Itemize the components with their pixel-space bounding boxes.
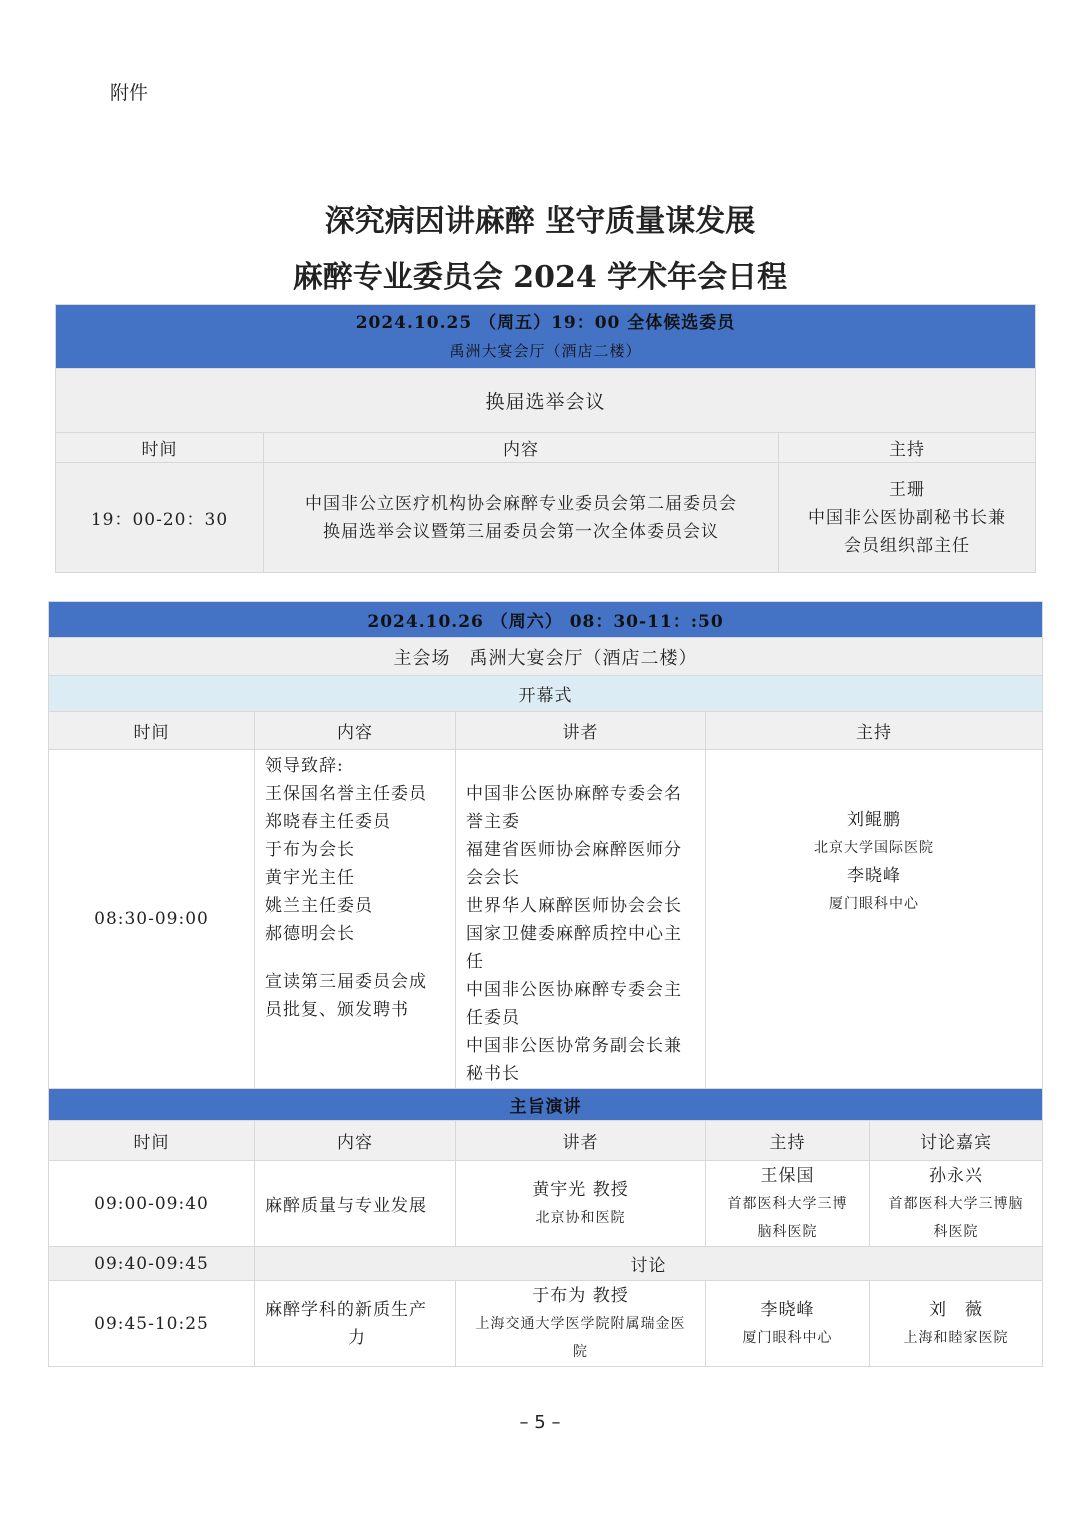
keynote1-time: 09:00-09:40 [49, 1161, 255, 1247]
opening-content-spacer [265, 948, 445, 968]
opening-speaker-line: 国家卫健委麻醉质控中心主任 [466, 924, 682, 972]
opening-speaker-line: 世界华人麻醉医师协会会长 [466, 896, 682, 916]
opening-speaker-line: 中国非公医协常务副会长兼秘书长 [466, 1036, 682, 1084]
opening-hosts [706, 750, 1043, 1089]
col-time: 时间 [49, 712, 255, 750]
opening-speaker-line: 福建省医师协会麻醉医师分会会长 [466, 840, 682, 888]
col-content: 内容 [255, 1121, 456, 1161]
keynote1-speaker-org: 北京协和医院 [535, 1209, 626, 1226]
session1-header-line1: 2024.10.25 （周五）19：00 全体候选委员 [355, 312, 736, 333]
session1-header-row [56, 305, 1036, 369]
page-title-line2: 麻醉专业委员会 2024 学术年会日程 [292, 260, 788, 295]
opening-content-line: 黄宇光主任 [265, 868, 355, 888]
opening-host2-org: 厦门眼科中心 [829, 896, 920, 912]
keynote-header-row [49, 1089, 1043, 1121]
session1-host-name: 王珊 [889, 479, 925, 500]
opening-content-row [49, 750, 1043, 1089]
session1-header [56, 305, 1036, 369]
opening-content-line: 于布为会长 [265, 840, 355, 860]
keynote2-host [706, 1281, 870, 1367]
keynote2-content-line2: 力 [348, 1327, 366, 1348]
opening-host2-name: 李晓峰 [847, 866, 902, 886]
opening-content-line: 宣读第三届委员会成 [265, 972, 427, 992]
keynote1-host-name: 王保国 [760, 1165, 815, 1186]
session2-header-row [49, 602, 1043, 638]
opening-host1-org: 北京大学国际医院 [814, 840, 935, 856]
keynote2-speaker-org1: 上海交通大学医学院附属瑞金医 [475, 1315, 686, 1332]
session1-meeting-name: 换届选举会议 [56, 369, 1036, 433]
keynote2-content [255, 1281, 456, 1367]
col-host: 主持 [779, 433, 1036, 463]
keynote1-guest-name: 孙永兴 [929, 1165, 984, 1186]
opening-host1-name: 刘鲲鹏 [847, 810, 902, 830]
opening-content [255, 750, 456, 1089]
session1-host [779, 463, 1036, 573]
session2-header: 2024.10.26 （周六） 08：30-11：:50 [49, 602, 1043, 638]
keynote1-speaker [456, 1161, 706, 1247]
keynote2-speaker-org2: 院 [573, 1343, 588, 1360]
keynote1-host-org2: 脑科医院 [757, 1223, 818, 1240]
keynote-column-headers [49, 1121, 1043, 1161]
table-row [49, 1161, 1043, 1247]
keynote1-content: 麻醉质量与专业发展 [255, 1161, 456, 1247]
opening-content-line: 郑晓春主任委员 [265, 812, 391, 832]
opening-speaker-line: 中国非公医协麻醉专委会名誉主委 [466, 784, 682, 832]
session1-column-headers [56, 433, 1036, 463]
opening-content-line: 王保国名誉主任委员 [265, 784, 427, 804]
session1-table [55, 304, 1036, 573]
keynote1-speaker-name: 黄宇光 教授 [532, 1179, 629, 1200]
keynote2-time: 09:45-10:25 [49, 1281, 255, 1367]
opening-label: 开幕式 [49, 676, 1043, 712]
session1-content-line1: 中国非公立医疗机构协会麻醉专业委员会第二届委员会 [305, 493, 737, 514]
keynote2-speaker-name: 于布为 教授 [532, 1285, 629, 1306]
col-speaker: 讲者 [456, 712, 706, 750]
page-number: – 5 – [519, 1412, 561, 1433]
session1-meeting-row [56, 369, 1036, 433]
keynote1-guest-org2: 科医院 [933, 1223, 979, 1240]
col-time: 时间 [49, 1121, 255, 1161]
col-time: 时间 [56, 433, 264, 463]
opening-time: 08:30-09:00 [49, 750, 255, 1089]
keynote2-host-name: 李晓峰 [760, 1299, 815, 1320]
keynote2-host-org: 厦门眼科中心 [742, 1329, 833, 1346]
keynote2-guest [870, 1281, 1043, 1367]
discussion-row [49, 1247, 1043, 1281]
session1-time: 19：00-20：30 [56, 463, 264, 573]
session1-header-line2: 禹洲大宴会厅（酒店二楼） [449, 341, 642, 360]
session2-venue-row [49, 638, 1043, 676]
table-row [49, 1281, 1043, 1367]
col-host: 主持 [706, 712, 1043, 750]
opening-content-line: 郝德明会长 [265, 924, 355, 944]
session1-row [56, 463, 1036, 573]
col-guest: 讨论嘉宾 [870, 1121, 1043, 1161]
opening-speaker-line: 中国非公医协麻醉专委会主任委员 [466, 980, 682, 1028]
col-speaker: 讲者 [456, 1121, 706, 1161]
keynote2-speaker [456, 1281, 706, 1367]
session1-content-line2: 换届选举会议暨第三届委员会第一次全体委员会议 [323, 521, 719, 542]
keynote2-guest-org: 上海和睦家医院 [903, 1329, 1009, 1346]
session2-venue: 主会场 禹洲大宴会厅（酒店二楼） [49, 638, 1043, 676]
keynote1-host [706, 1161, 870, 1247]
session2-table [48, 601, 1043, 1367]
opening-column-headers [49, 712, 1043, 750]
page-title-line1: 深究病因讲麻醉 坚守质量谋发展 [324, 204, 756, 239]
discussion-label: 讨论 [255, 1247, 1043, 1281]
col-content: 内容 [255, 712, 456, 750]
keynote1-guest-org1: 首都医科大学三博脑 [888, 1195, 1024, 1212]
discussion-time: 09:40-09:45 [49, 1247, 255, 1281]
col-content: 内容 [264, 433, 779, 463]
keynote1-guest [870, 1161, 1043, 1247]
keynote1-host-org1: 首都医科大学三博 [727, 1195, 848, 1212]
opening-speakers [456, 750, 706, 1089]
attachment-label: 附件 [110, 82, 149, 104]
keynote-title: 主旨演讲 [49, 1089, 1043, 1121]
opening-content-line: 领导致辞: [265, 756, 344, 776]
opening-row [49, 676, 1043, 712]
col-host: 主持 [706, 1121, 870, 1161]
keynote2-content-line1: 麻醉学科的新质生产 [265, 1299, 427, 1320]
session1-host-title2: 会员组织部主任 [844, 535, 970, 556]
opening-content-line: 姚兰主任委员 [265, 896, 373, 916]
opening-content-line: 员批复、颁发聘书 [265, 1000, 409, 1020]
session1-host-title1: 中国非公医协副秘书长兼 [808, 507, 1006, 528]
session1-content [264, 463, 779, 573]
keynote2-guest-name: 刘 薇 [929, 1299, 984, 1320]
